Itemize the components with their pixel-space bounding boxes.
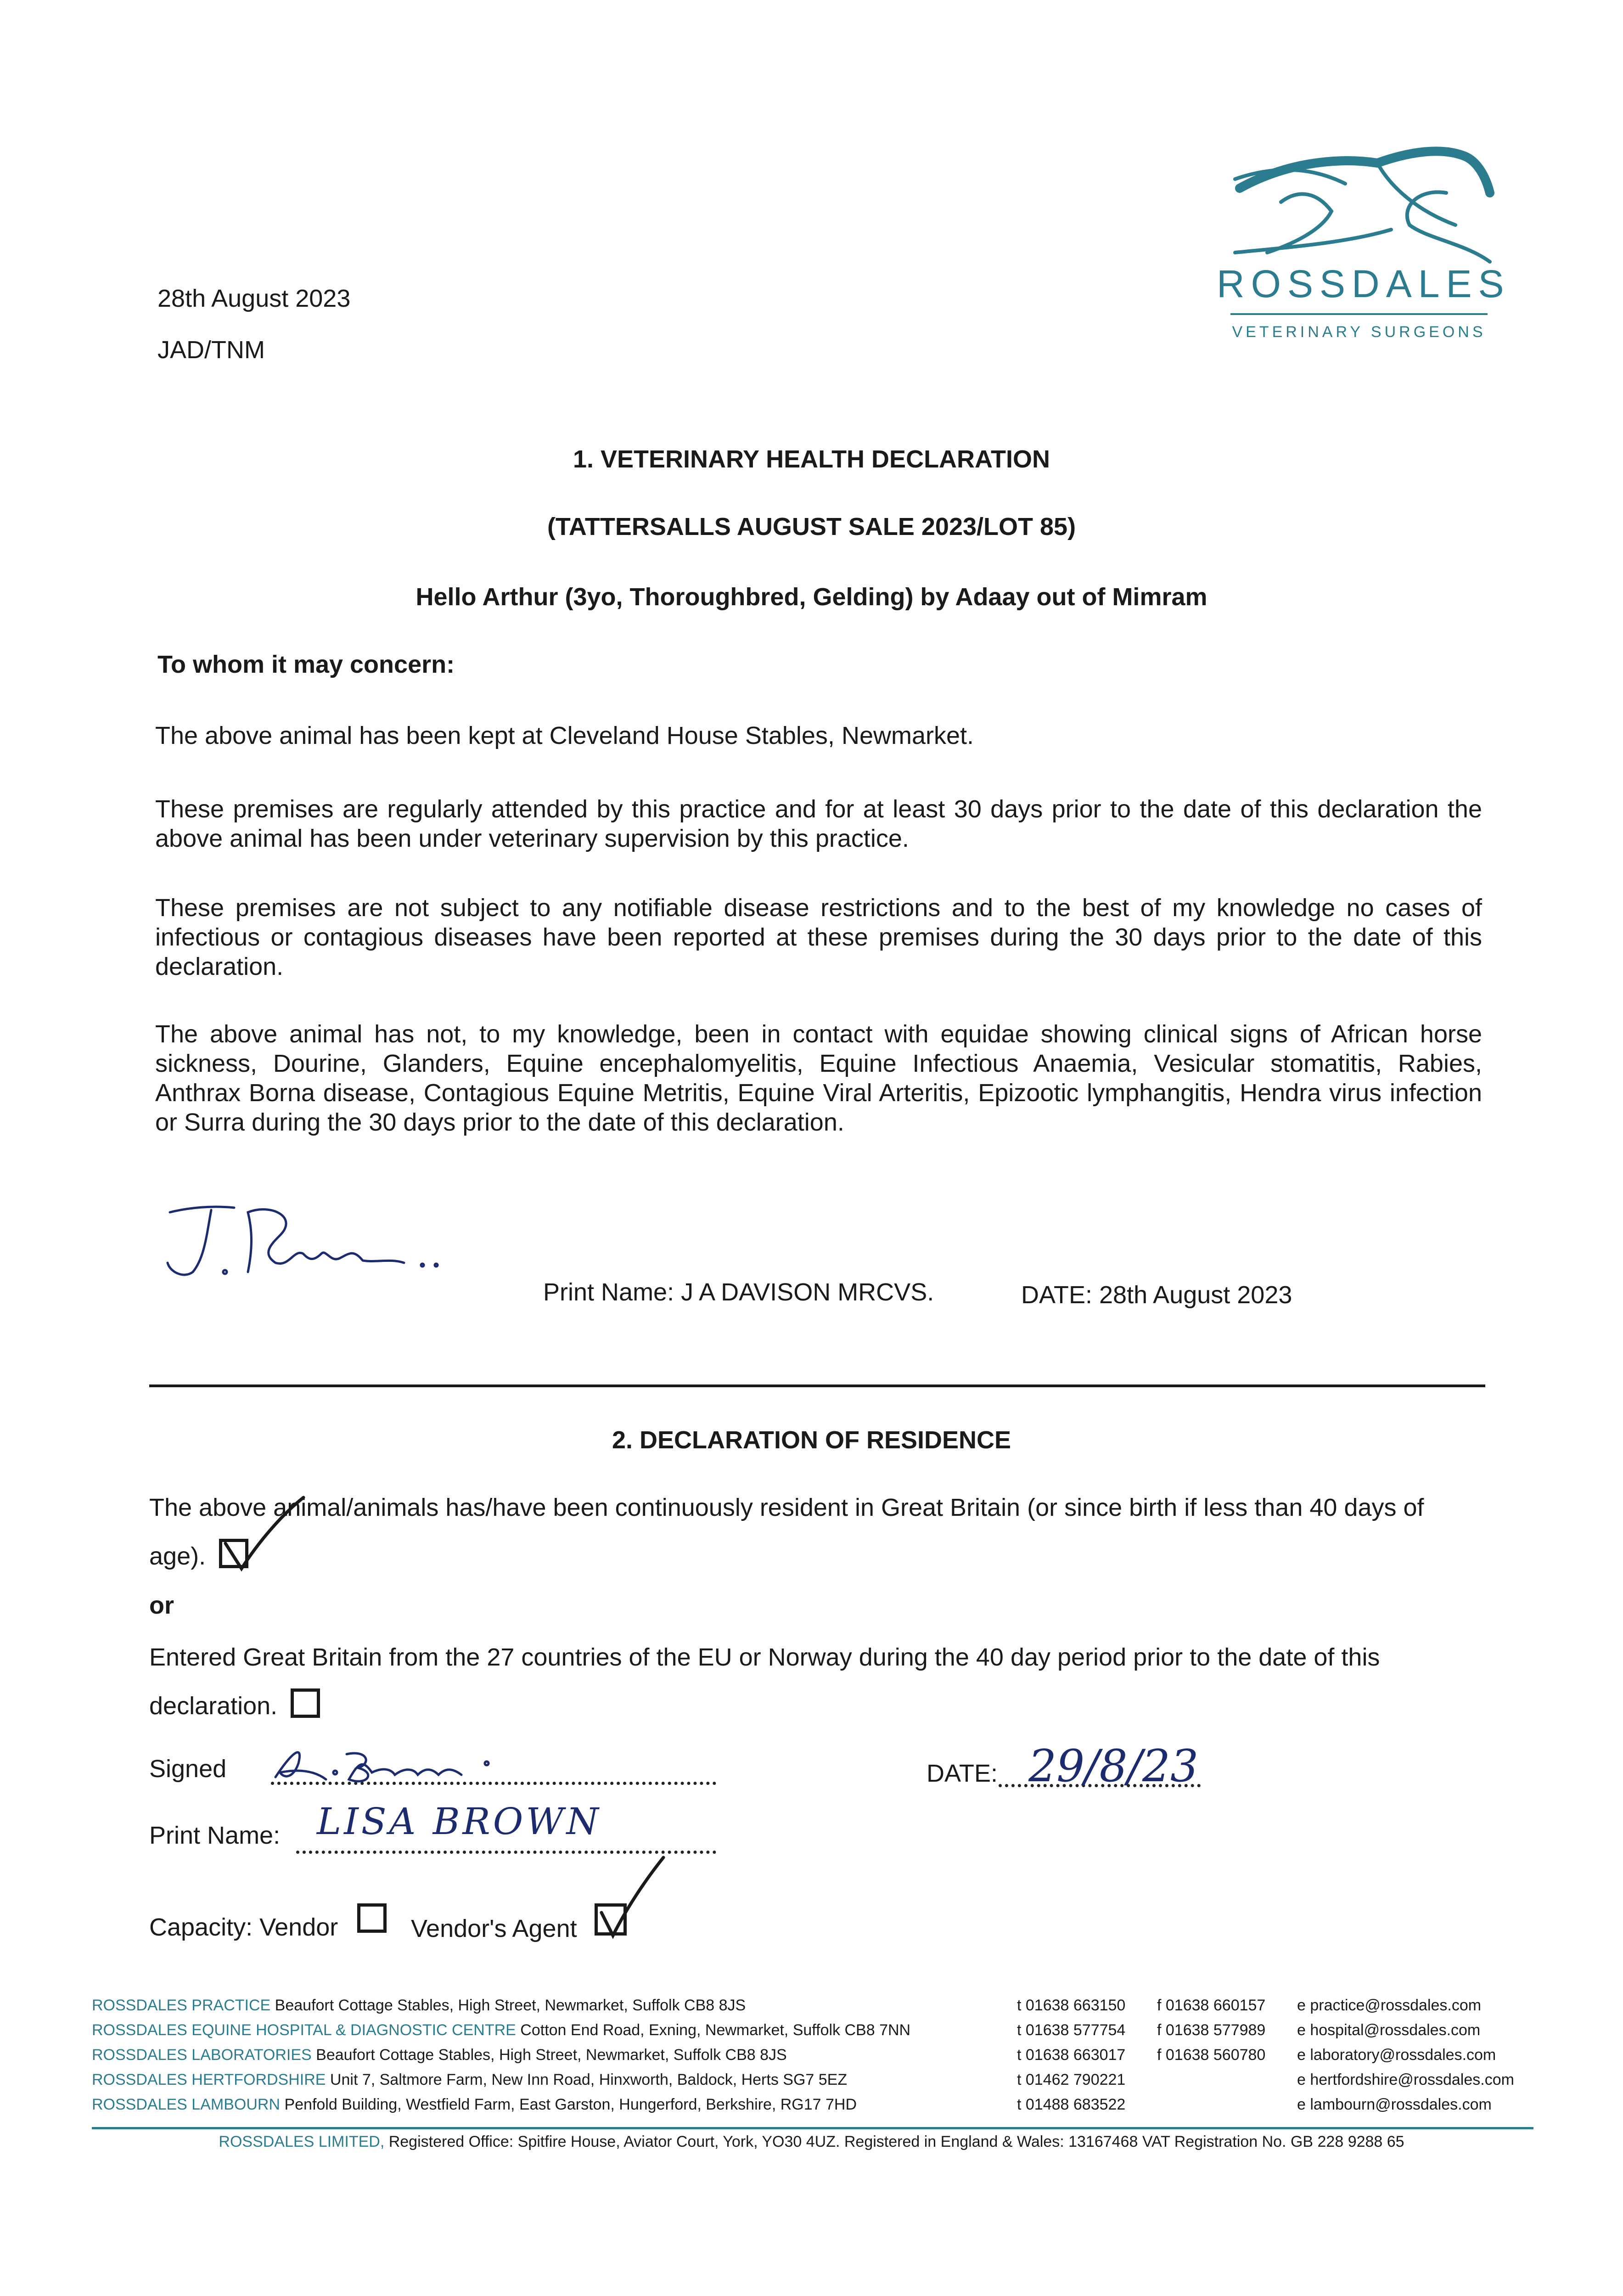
continuous-resident-check-icon: [216, 1493, 308, 1576]
owner-print-name-value: LISA BROWN: [317, 1800, 601, 1843]
office-tel: t 01462 790221: [1017, 2071, 1126, 2088]
office-tel: t 01638 577754: [1017, 2021, 1126, 2039]
paragraph-kept-at: The above animal has been kept at Cleveland House Stables, Newmarket.: [155, 722, 974, 749]
office-email[interactable]: e hertfordshire@rossdales.com: [1297, 2071, 1514, 2088]
office-name: ROSSDALES EQUINE HOSPITAL & DIAGNOSTIC CENTRE: [92, 2021, 516, 2039]
section-divider: [149, 1384, 1485, 1387]
vendors-agent-check-icon: [590, 1853, 673, 1940]
office-name: ROSSDALES PRACTICE: [92, 1997, 271, 2014]
office-fax: f 01638 577989: [1157, 2021, 1266, 2039]
vendors-agent-checkbox[interactable]: [595, 1903, 627, 1936]
office-row: [92, 2020, 910, 2040]
residence-option-eu: [149, 1633, 1430, 1730]
residence-option-eu-text: Entered Great Britain from the 27 countries of the EU or Norway during the 40 day period prior to the date of this declaration.: [149, 1643, 1380, 1720]
horse-line: Hello Arthur (3yo, Thoroughbred, Gelding) by Adaay out of Mimram: [416, 583, 1207, 611]
office-email[interactable]: e hospital@rossdales.com: [1297, 2021, 1481, 2039]
logo-rule: [1230, 313, 1488, 315]
vendors-agent-label: Vendor's Agent: [411, 1915, 577, 1942]
owner-signature: [266, 1736, 505, 1786]
office-email[interactable]: e laboratory@rossdales.com: [1297, 2046, 1496, 2064]
owner-date-label: DATE:: [927, 1760, 998, 1787]
eu-entry-checkbox[interactable]: [291, 1688, 327, 1718]
vet-signature: [161, 1185, 491, 1295]
letter-date: 28th August 2023: [157, 285, 351, 312]
office-address: Beaufort Cottage Stables, High Street, Newmarket, Suffolk CB8 8JS: [275, 1997, 746, 2014]
paragraph-restrictions: These premises are not subject to any notifiable disease restrictions and to the best of my knowledge no cases of infectious or contagious diseases have been reported at these premises during the 30 days prior to the date of this declaration.: [155, 894, 1482, 980]
residence-option-continuous-text: The above animal/animals has/have been continuously resident in Great Britain (or since birth if less than 40 days of age).: [149, 1494, 1424, 1570]
office-row: [92, 2070, 847, 2090]
eu-entry-box: [291, 1688, 320, 1718]
office-email[interactable]: e lambourn@rossdales.com: [1297, 2096, 1492, 2113]
residence-option-continuous: [149, 1483, 1430, 1581]
owner-print-name-label: Print Name:: [149, 1822, 281, 1849]
section1-subtitle: (TATTERSALLS AUGUST SALE 2023/LOT 85): [547, 513, 1076, 540]
office-row: [92, 2094, 857, 2115]
vet-print-name: Print Name: J A DAVISON MRCVS.: [543, 1278, 934, 1306]
office-address: Beaufort Cottage Stables, High Street, Newmarket, Suffolk CB8 8JS: [316, 2046, 787, 2064]
office-address: Cotton End Road, Exning, Newmarket, Suffolk CB8 7NN: [520, 2021, 911, 2039]
limited-text: Registered Office: Spitfire House, Aviator Court, York, YO30 4UZ. Registered in England & Wales: 13167468 VAT Registration No. GB 228 9288 65: [388, 2133, 1404, 2150]
capacity-label: Capacity: Vendor: [149, 1913, 338, 1941]
continuous-resident-checkbox[interactable]: [219, 1539, 256, 1568]
vet-date: DATE: 28th August 2023: [1021, 1281, 1292, 1309]
section2-title: 2. DECLARATION OF RESIDENCE: [612, 1426, 1011, 1454]
owner-date-value: 29/8/23: [1028, 1740, 1199, 1792]
logo-name: ROSSDALES: [1217, 262, 1511, 305]
office-tel: t 01488 683522: [1017, 2096, 1126, 2113]
or-label: or: [149, 1592, 174, 1619]
logo-tagline: VETERINARY SURGEONS: [1232, 323, 1486, 341]
office-address: Penfold Building, Westfield Farm, East Garston, Hungerford, Berkshire, RG17 7HD: [284, 2096, 857, 2113]
office-name: ROSSDALES LAMBOURN: [92, 2096, 280, 2113]
office-row: [92, 2045, 787, 2065]
horse-logo-icon: [1226, 138, 1497, 271]
footer-offices: [92, 1995, 1538, 2113]
section1-title: 1. VETERINARY HEALTH DECLARATION: [573, 445, 1050, 473]
signed-label: Signed: [149, 1755, 227, 1783]
office-fax: f 01638 560780: [1157, 2046, 1266, 2064]
office-name: ROSSDALES HERTFORDSHIRE: [92, 2071, 326, 2088]
office-tel: t 01638 663017: [1017, 2046, 1126, 2064]
office-row: [92, 1995, 746, 2015]
office-fax: f 01638 660157: [1157, 1997, 1266, 2014]
paragraph-contact: The above animal has not, to my knowledge, been in contact with equidae showing clinical signs of African horse sickness, Dourine, Glanders, Equine encephalomyelitis, Equine Infectious Anaemia, Vesicular stomatitis, Rabies, Anthrax Borna disease, Contagious Equine Metritis, Equine Viral Arteritis, Epizootic lymphangitis, Hendra virus infection or Surra during the 30 days prior to the date of this declaration.: [155, 1020, 1482, 1136]
reference: JAD/TNM: [157, 336, 265, 364]
salutation: To whom it may concern:: [157, 651, 455, 678]
company-logo: [1217, 138, 1511, 349]
company-registration: [0, 2132, 1623, 2152]
office-tel: t 01638 663150: [1017, 1997, 1126, 2014]
office-email[interactable]: e practice@rossdales.com: [1297, 1997, 1482, 2014]
footer-rule: [92, 2127, 1533, 2129]
office-name: ROSSDALES LABORATORIES: [92, 2046, 312, 2064]
vendor-checkbox[interactable]: [357, 1903, 387, 1933]
office-address: Unit 7, Saltmore Farm, New Inn Road, Hinxworth, Baldock, Herts SG7 5EZ: [330, 2071, 848, 2088]
limited-name: ROSSDALES LIMITED,: [219, 2133, 385, 2150]
paragraph-supervision: These premises are regularly attended by this practice and for at least 30 days prior to the date of this declaration the above animal has been under veterinary supervision by this practice.: [155, 795, 1482, 852]
